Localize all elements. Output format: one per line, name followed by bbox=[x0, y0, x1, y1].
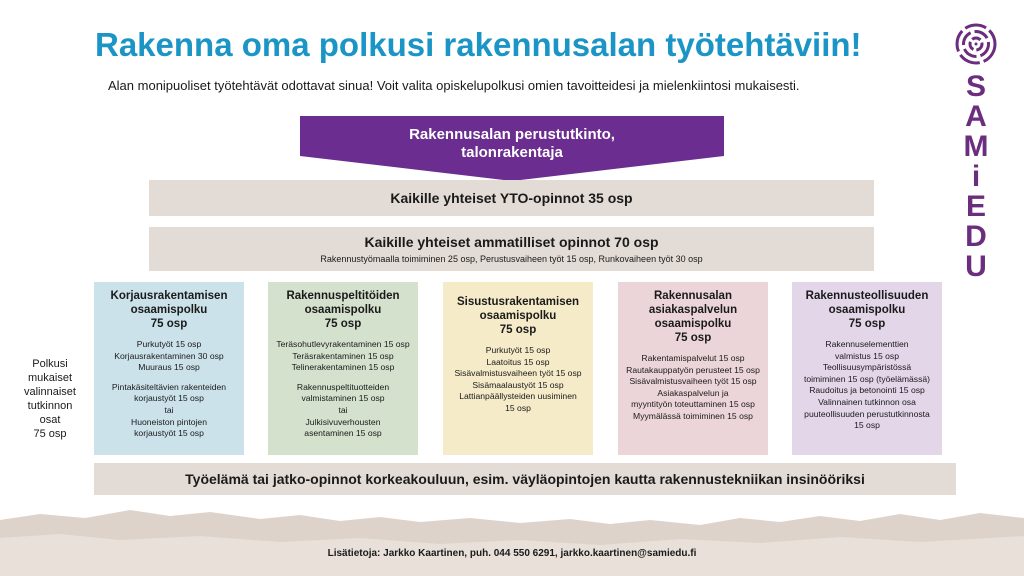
path-list-item: Asiakaspalvelun ja bbox=[657, 387, 729, 398]
path-title bbox=[443, 295, 593, 337]
path-list-item: Laatoitus 15 osp bbox=[486, 356, 550, 367]
side-label-line: Polkusi bbox=[32, 358, 68, 370]
path-list-item: 15 osp bbox=[854, 420, 880, 431]
path-list-item: Huoneiston pintojen bbox=[131, 416, 207, 427]
ammatilliset-detail: Rakennustyömaalla toimiminen 25 osp, Perustusvaiheen työt 15 osp, Runkovaiheen työt 30 osp bbox=[320, 254, 703, 264]
path-title-line: Sisustusrakentamisen bbox=[456, 296, 580, 308]
path-rakennusteollisuus bbox=[792, 282, 942, 455]
work-label: Työelämä tai jatko-opinnot korkeakouluun, esim. väyläopintojen kautta rakennustekniikan insinööriksi bbox=[185, 471, 865, 487]
path-list-item: Muuraus 15 osp bbox=[138, 362, 200, 373]
path-asiakaspalvelu bbox=[618, 282, 768, 455]
path-list-item: Myymälässä toimiminen 15 osp bbox=[633, 410, 753, 421]
side-label-line: valinnaiset bbox=[24, 386, 76, 398]
subtitle: Alan monipuoliset työtehtävät odottavat sinua! Voit valita opiskelupolkusi omien tavoitteidesi ja mielenkiintosi mukaisesti. bbox=[108, 78, 800, 93]
logo-letter: U bbox=[965, 250, 987, 283]
path-list-item: Rakennuselementtien bbox=[825, 339, 909, 349]
spiral-logo-icon bbox=[952, 20, 1000, 70]
path-list-item: Rakennuspeltituotteiden bbox=[296, 381, 390, 392]
path-list-item: Sisämaalaustyöt 15 osp bbox=[472, 379, 564, 390]
path-list-item: Valinnainen tutkinnon osa bbox=[818, 396, 916, 407]
path-title-line: osaamispolku bbox=[654, 318, 732, 330]
path-list-item: Telinerakentaminen 15 osp bbox=[291, 362, 395, 373]
path-list-item: Julkisivuverhousten bbox=[305, 416, 381, 427]
degree-line-1: Rakennusalan perustutkinto, bbox=[409, 126, 615, 143]
degree-arrow bbox=[300, 116, 724, 181]
path-list-item: Rautakauppatyön perusteet 15 osp bbox=[626, 364, 760, 375]
path-list-item: korjaustyöt 15 osp bbox=[134, 393, 204, 404]
path-list-item: tai bbox=[338, 404, 348, 415]
path-list-item: Pintakäsiteltävien rakenteiden bbox=[111, 381, 227, 392]
path-list bbox=[94, 339, 244, 440]
path-title bbox=[268, 289, 418, 331]
path-title-line: 75 osp bbox=[150, 318, 188, 330]
path-list-item: valmistaminen 15 osp bbox=[301, 393, 385, 404]
path-title-line: Rakennuspeltitöiden bbox=[286, 290, 400, 302]
path-list-item: Teräsohutlevyrakentaminen 15 osp bbox=[276, 339, 410, 349]
side-label-line: mukaiset bbox=[27, 372, 73, 384]
ground-decoration bbox=[0, 498, 1024, 576]
path-title-line: osaamispolku bbox=[828, 304, 906, 316]
path-list-item: Teräsrakentaminen 15 osp bbox=[292, 350, 394, 361]
path-list bbox=[268, 339, 418, 440]
yto-bar bbox=[149, 180, 874, 216]
logo-letter: E bbox=[965, 190, 986, 223]
side-label-line: tutkinnon bbox=[27, 400, 73, 412]
path-list-item: Lattianpäällysteiden uusiminen bbox=[459, 391, 577, 402]
path-list bbox=[792, 339, 942, 432]
path-title-line: 75 osp bbox=[848, 318, 886, 330]
degree-title bbox=[300, 126, 724, 162]
path-list-gap bbox=[97, 374, 241, 382]
ammatilliset-title: Kaikille yhteiset ammatilliset opinnot 70 osp bbox=[364, 234, 659, 250]
path-title-line: Rakennusalan bbox=[654, 290, 732, 302]
path-title-line: 75 osp bbox=[674, 332, 712, 344]
path-list-item: korjaustyöt 15 osp bbox=[134, 428, 204, 439]
path-title bbox=[792, 289, 942, 331]
ammatilliset-bar bbox=[149, 227, 874, 271]
path-list-item: 15 osp bbox=[505, 402, 531, 413]
path-list bbox=[443, 345, 593, 415]
path-korjausrakentaminen bbox=[94, 282, 244, 455]
side-label-line: 75 osp bbox=[33, 428, 67, 440]
yto-label: Kaikille yhteiset YTO-opinnot 35 osp bbox=[390, 190, 633, 206]
side-label-line: osat bbox=[39, 414, 61, 426]
path-list-item: myyntityön toteuttaminen 15 osp bbox=[631, 399, 755, 410]
logo-letter: D bbox=[965, 220, 987, 253]
path-title-line: 75 osp bbox=[499, 324, 537, 336]
path-list-item: Sisävalmistusvaiheen työt 15 osp bbox=[454, 368, 582, 379]
path-title-line: osaamispolku bbox=[130, 304, 208, 316]
path-title-line: 75 osp bbox=[324, 318, 362, 330]
side-label bbox=[18, 357, 82, 441]
path-list-item: Raudoitus ja betonointi 15 osp bbox=[809, 385, 925, 396]
degree-line-2: talonrakentaja bbox=[461, 144, 563, 161]
path-list-item: Rakentamispalvelut 15 osp bbox=[641, 353, 745, 363]
path-list-item: Korjausrakentaminen 30 osp bbox=[114, 350, 224, 361]
contact-info: Lisätietoja: Jarkko Kaartinen, puh. 044 550 6291, jarkko.kaartinen@samiedu.fi bbox=[327, 548, 697, 559]
work-bar bbox=[94, 463, 956, 495]
samiedu-logo bbox=[952, 20, 1000, 283]
path-list-item: toimiminen 15 osp (työelämässä) bbox=[803, 373, 931, 384]
logo-letter: S bbox=[965, 70, 986, 103]
path-list-item: Sisävalmistusvaiheen työt 15 osp bbox=[629, 376, 757, 387]
path-list-gap bbox=[271, 374, 415, 382]
path-title bbox=[94, 289, 244, 331]
path-list-item: puuteollisuuden perustutkinnosta bbox=[804, 408, 930, 419]
path-rakennuspeltityot bbox=[268, 282, 418, 455]
page-title: Rakenna oma polkusi rakennusalan työtehtäviin! bbox=[95, 26, 862, 63]
path-list bbox=[618, 353, 768, 423]
path-list-item: Purkutyöt 15 osp bbox=[136, 339, 202, 349]
path-title bbox=[618, 289, 768, 345]
logo-letter: M bbox=[963, 130, 989, 163]
path-list-item: Purkutyöt 15 osp bbox=[485, 345, 551, 355]
path-title-line: osaamispolku bbox=[479, 310, 557, 322]
path-list-item: valmistus 15 osp bbox=[834, 350, 899, 361]
path-list-item: asentaminen 15 osp bbox=[304, 428, 382, 439]
path-list-item: tai bbox=[164, 404, 174, 415]
logo-letter: A bbox=[965, 100, 987, 133]
path-list-item: Teollisuusympäristössä bbox=[822, 362, 912, 373]
logo-letter: i bbox=[971, 160, 981, 193]
path-title-line: asiakaspalvelun bbox=[648, 304, 738, 316]
path-title-line: osaamispolku bbox=[304, 304, 382, 316]
path-sisustusrakentaminen bbox=[443, 282, 593, 455]
path-title-line: Korjausrakentamisen bbox=[110, 290, 228, 302]
logo-wordmark bbox=[952, 72, 1000, 282]
path-title-line: Rakennusteollisuuden bbox=[805, 290, 929, 302]
